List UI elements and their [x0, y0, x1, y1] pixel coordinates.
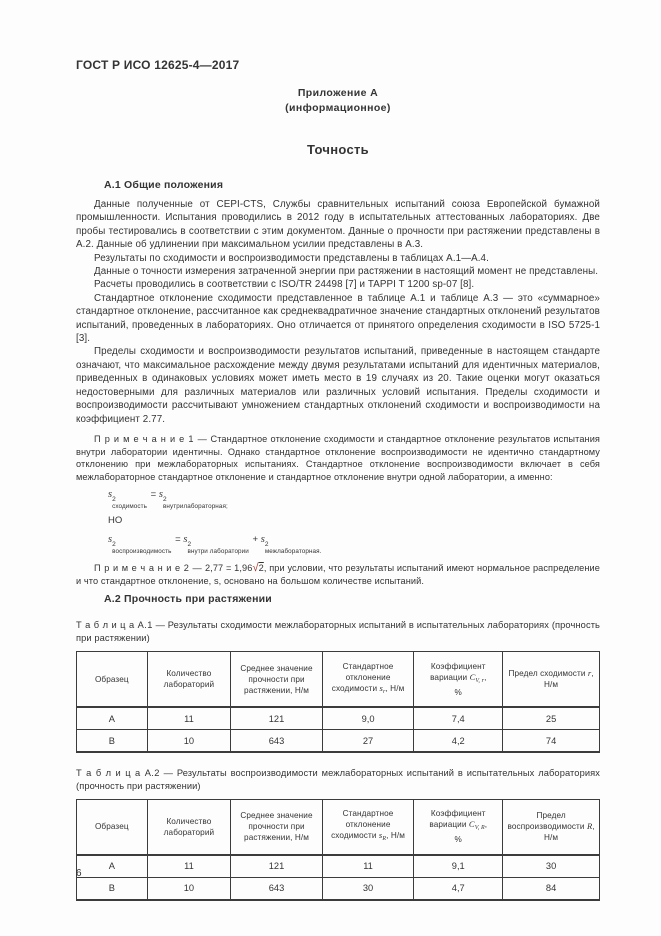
formula-subscript: сходимость [112, 503, 148, 511]
cell-sample: B [77, 877, 148, 900]
column-header-variation-coeff: Коэффициент вариации $C_{V, R}$, % [414, 799, 503, 855]
formula-exponent: 2 [112, 541, 116, 549]
cell-variation-coeff: 4,2 [414, 730, 503, 753]
table-a1-caption-label: Т а б л и ц а А.1 [76, 620, 153, 631]
note-2-formula: 2,77 = 1,96 [204, 563, 253, 574]
table-row [77, 855, 600, 878]
table-a1-caption [76, 619, 600, 645]
radical-sign: √ [252, 562, 259, 575]
main-heading: Точность [307, 142, 369, 157]
formula-subscript: внутри лаборатории [187, 548, 249, 556]
note-2-label: П р и м е ч а н и е 2 — [94, 563, 203, 574]
annex-subtitle: (информационное) [285, 102, 391, 114]
page-content [76, 58, 600, 905]
formula-exponent: 2 [264, 541, 269, 549]
paragraph: Результаты по сходимости и воспроизводимости представлены в таблицах А.1—А.4. [94, 252, 489, 264]
section-a2-heading: А.2 Прочность при растяжении [104, 593, 272, 606]
formula-symbol: s [158, 489, 163, 501]
plus-sign: + [252, 534, 259, 546]
paragraph: Стандартное отклонение сходимости представленное в таблице А.1 и таблице А.3 — это «суммарное» стандартное отклонение, рассчитанное как среднеквадратичное значение стандартных отклонений результатов испытаний, проведенных в лабораториях. Оно отличается от принятого определения сходимости в ISO 5725-1 [3]. [76, 292, 600, 345]
formula-symbol: s [108, 534, 113, 546]
cell-sample: B [77, 730, 148, 753]
table-a1-header-row [77, 652, 600, 708]
section-a1-heading: А.1 Общие положения [104, 179, 224, 191]
cell-sample: A [77, 707, 148, 730]
table-row [77, 707, 600, 730]
column-header-sample: Образец [77, 799, 148, 855]
cell-limit: 74 [503, 730, 600, 753]
cell-limit: 84 [503, 877, 600, 900]
cell-lab-count: 10 [147, 877, 231, 900]
cell-sample: A [77, 855, 148, 878]
square-root-expression: √2 [252, 562, 264, 575]
cell-std-dev: 11 [322, 855, 414, 878]
page-number: 6 [76, 868, 82, 879]
note-1 [76, 433, 600, 483]
column-header-limit: Предел воспроизводимости R, Н/м [503, 799, 600, 855]
cell-mean-strength: 643 [231, 730, 323, 753]
equals-sign: = [150, 489, 157, 501]
annex-title: Приложение А [297, 87, 379, 99]
cell-variation-coeff: 4,7 [414, 877, 503, 900]
cell-lab-count: 11 [147, 707, 231, 730]
cell-limit: 25 [503, 707, 600, 730]
table-a2-caption-text: — Результаты воспроизводимости межлабораторных испытаний в испытательных лабораториях (прочность при растяжении) [76, 768, 601, 791]
formula-exponent: 2 [112, 496, 116, 504]
paragraph: Данные о точности измерения затраченной энергии при растяжении в настоящий момент не представлены. [94, 266, 599, 278]
column-header-sample: Образец [77, 652, 148, 708]
cell-mean-strength: 121 [231, 707, 323, 730]
note-1-text: Стандартное отклонение сходимости и стандартное отклонение результатов испытания внутри лаборатории идентичны. Однако стандартное отклонение воспроизводимости не идентично стандартному отклонению при межлабораторных испытаниях. Стандартное отклонение воспроизводимости включает в себя межлабораторное стандартное отклонение и стандартное отклонение внутри одной лаборатории, а именно: [76, 433, 601, 482]
note-1-label: П р и м е ч а н и е 1 — [94, 433, 208, 444]
table-a2-caption-label: Т а б л и ц а А.2 [76, 768, 160, 779]
formula-block [108, 487, 600, 555]
table-a1-caption-text: — Результаты сходимости межлабораторных испытаний в испытательных лабораториях (прочность при растяжении) [76, 620, 600, 644]
table-a2-header-row [77, 799, 600, 855]
table-a1 [76, 651, 600, 753]
column-header-mean-strength: Среднее значение прочности при растяжении, Н/м [231, 652, 323, 708]
cell-std-dev: 27 [322, 730, 414, 753]
cell-lab-count: 10 [147, 730, 231, 753]
column-header-std-dev: Стандартное отклонение сходимости $s_R$, Н/м [322, 799, 414, 855]
cell-mean-strength: 121 [231, 855, 323, 878]
paragraph: Данные полученные от CEPI-CTS, Службы сравнительных испытаний союза Европейской бумажной промышленности. Испытания проводились в 2012 году в испытательных аттестованных лабораториях. Две пробы тестировались в соответствии с этим документом. Данные о прочности при растяжении представлены в А.2. Данные об удлинении при максимальном усилии представлены в А.3. [76, 199, 600, 251]
column-header-limit: Предел сходимости r, Н/м [503, 652, 600, 708]
formula-reproducibility [108, 532, 600, 555]
note-2 [76, 562, 600, 587]
formula-symbol: s [183, 534, 188, 546]
paragraph: Пределы сходимости и воспроизводимости результатов испытаний, приведенные в настоящем стандарте означают, что максимальное расхождение между двумя результатами испытаний для идентичных материалов, приведенных в одинаковых условиях может иметь место в 19 случаях из 20. Такие оценки могут оказаться недостоверными для различных материалов или различных условий испытания. Пределы сходимости и воспроизводимости рассчитывают умножением стандартных отклонений сходимости и воспроизводимости на коэффициент 2.77. [76, 346, 600, 425]
paragraph: Расчеты проводились в соответствии с ISO/TR 24498 [7] и TAPPI T 1200 sp-07 [8]. [94, 279, 475, 291]
cell-mean-strength: 643 [231, 877, 323, 900]
cell-limit: 30 [503, 855, 600, 878]
formula-exponent: 2 [162, 496, 167, 504]
note-2-text: , при условии, что результаты испытаний имеют нормальное распределение и что стандартное отклонение, s, основано на большом количестве испытаний. [76, 563, 601, 586]
formula-repeatability [108, 487, 600, 510]
formula-exponent: 2 [187, 541, 192, 549]
cell-variation-coeff: 9,1 [414, 855, 503, 878]
formula-connector: НО [108, 515, 123, 527]
formula-subscript: межлабораторная. [264, 548, 322, 556]
column-header-variation-coeff: Коэффициент вариации $C_{V, r}$, % [414, 652, 503, 708]
table-row [77, 877, 600, 900]
formula-symbol: s [108, 489, 113, 501]
equals-sign: = [175, 534, 181, 546]
table-a2-caption [76, 767, 600, 793]
formula-subscript: внутрилабораторная; [162, 503, 228, 511]
standard-number-header: ГОСТ Р ИСО 12625-4—2017 [76, 58, 240, 72]
table-a2 [76, 799, 600, 901]
cell-std-dev: 30 [322, 877, 414, 900]
formula-symbol: s [260, 534, 265, 546]
table-row [77, 730, 600, 753]
cell-std-dev: 9,0 [322, 707, 414, 730]
column-header-mean-strength: Среднее значение прочности при растяжении, Н/м [231, 799, 323, 855]
column-header-lab-count: Количество лабораторий [147, 799, 231, 855]
column-header-std-dev: Стандартное отклонение сходимости $s_r$, Н/м [322, 652, 414, 708]
cell-variation-coeff: 7,4 [414, 707, 503, 730]
formula-subscript: воспроизводимость [112, 548, 172, 556]
column-header-lab-count: Количество лабораторий [147, 652, 231, 708]
cell-lab-count: 11 [147, 855, 231, 878]
